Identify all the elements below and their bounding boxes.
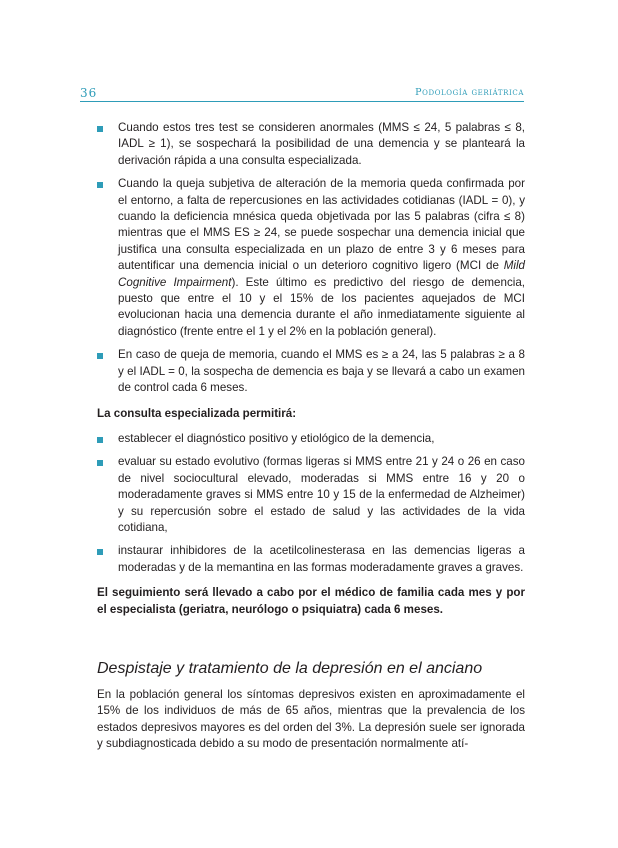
running-title: Podología geriátrica — [415, 87, 524, 98]
list-spacer — [97, 447, 525, 454]
spacer — [97, 397, 525, 406]
list-item: instaurar inhibidores de la acetilcolinesterasa en las demencias ligeras a moderadas y de la memantina en las formas moderadamente graves a graves. — [97, 543, 525, 576]
consulta-heading: La consulta especializada permitirá: — [97, 406, 297, 420]
spacer — [97, 576, 525, 585]
page-header — [80, 86, 524, 102]
section-paragraph: En la población general los síntomas depresivos existen en aproximadamente el 15% de los individuos de más de 65 años, mientras que la prevalencia de los estados depresivos mayores es del orden del 3%. La depresión suele ser ignorada y subdiagnosticada debido a su modo de presentación normalmente atí- — [97, 688, 525, 751]
spacer — [97, 422, 525, 431]
list-spacer — [97, 340, 525, 347]
main-content — [97, 120, 525, 618]
criteria-list — [97, 120, 525, 397]
page-number: 36 — [80, 86, 98, 100]
list-item: En caso de queja de memoria, cuando el MMS es ≥ a 24, las 5 palabras ≥ a 8 y el IADL = 0, la sospecha de demencia es baja y se llevará a cabo un examen de control cada 6 meses. — [97, 347, 525, 396]
header-rule — [80, 101, 524, 102]
list-item-text: ). Este último es predictivo del riesgo de demencia, puesto que entre el 10 y el 15% de los pacientes aquejados de MCI evolucionan hacia una demencia durante el año inmediatamente siguiente al diagnóstico (frente entre el 1 y el 2% en la población general). — [118, 275, 525, 338]
list-item: Cuando estos tres test se consideren anormales (MMS ≤ 24, 5 palabras ≤ 8, IADL ≥ 1), se sospechará la posibilidad de una demencia y se planteará la derivación rápida a una consulta especializada. — [97, 120, 525, 169]
list-item — [97, 176, 525, 340]
list-item: evaluar su estado evolutivo (formas ligeras si MMS entre 21 y 24 o 26 en caso de nivel sociocultural elevado, moderadas si MMS entre 16 y 20 o moderadamente graves si MMS entre 10 y 15 de la enfermedad de Alzheimer) y su repercusión sobre el estado de salud y las actividades de la vida cotidiana, — [97, 454, 525, 536]
list-item: establecer el diagnóstico positivo y etiológico de la demencia, — [97, 431, 525, 447]
list-item-text: Cuando la queja subjetiva de alteración de la memoria queda confirmada por el entorno, a falta de repercusiones en las actividades cotidianas (IADL = 0), y cuando la deficiencia mnésica queda objetivada por las 5 palabras (cifra ≤ 8) mientras que el MMS ES ≥ 24, se puede sospechar una demencia inicial que justifica una consulta especializada en un plazo de entre 3 y 6 meses para autentificar una demencia inicial o un deterioro cognitivo ligero (MCI de — [118, 177, 525, 273]
list-spacer — [97, 169, 525, 176]
italic-term: Mild Cognitive Impairment — [118, 259, 525, 289]
section-title: Despistaje y tratamiento de la depresión en el anciano — [97, 660, 483, 677]
consulta-list — [97, 431, 525, 576]
list-spacer — [97, 536, 525, 543]
followup-statement: El seguimiento será llevado a cabo por el médico de familia cada mes y por el especialista (geriatra, neurólogo o psiquiatra) cada 6 meses. — [97, 586, 525, 616]
